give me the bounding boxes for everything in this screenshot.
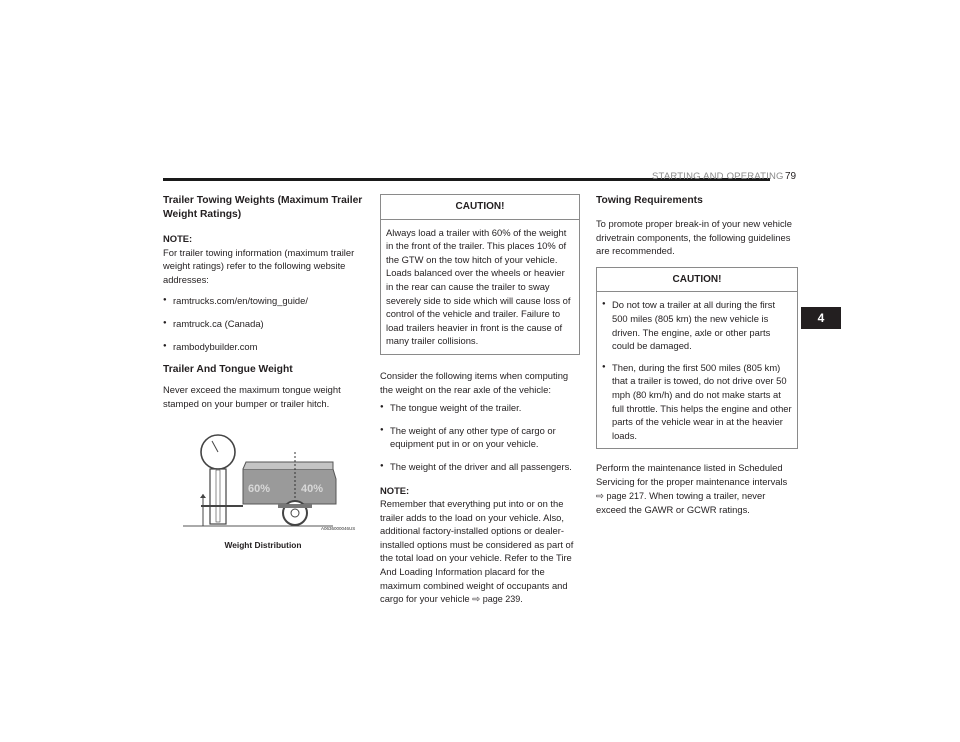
front-percentage: 60% (248, 483, 271, 496)
list-item: ● The weight of any other type of cargo or equipment put in or on your vehicle. (380, 424, 580, 451)
maintenance-text: Perform the maintenance listed in Scheduled Servicing for the proper maintenance intervals (596, 462, 788, 487)
link-item[interactable]: ● rambodybuilder.com (163, 340, 363, 354)
caution-title: CAUTION! (381, 195, 579, 220)
arrow-ref-icon: ⇨ (472, 593, 481, 605)
heading-towing-requirements: Towing Requirements (596, 195, 703, 206)
arrow-ref-icon: ⇨ (596, 489, 604, 501)
figure-code: A0636000046US (321, 526, 356, 532)
list-item: ● The weight of the driver and all passengers. (380, 460, 580, 474)
column-1 (163, 194, 363, 553)
note-text: For trailer towing information (maximum trailer weight ratings) refer to the following website addresses: (163, 246, 355, 285)
link-item[interactable]: ● ramtrucks.com/en/towing_guide/ (163, 294, 363, 308)
caution-item: ● Do not tow a trailer at all during the first 500 miles (805 km) the new vehicle is driven. The engine, axle or other parts could be damaged. (602, 298, 792, 352)
caution-box (380, 194, 580, 355)
considerations-list (380, 401, 580, 473)
heading-tongue-weight: Trailer And Tongue Weight (163, 364, 293, 376)
caution-text: Always load a trailer with 60% of the weight in the front of the trailer. This places 10% of the GTW on the tow hitch of your vehicle. Loads balanced over the wheels or heavier in the rear can cause the trailer to sway severely side to side which will cause loss of control of the vehicle and trailer. Failure to load trailers heavier in front is the cause of many trailer collisions. (386, 226, 571, 347)
caution-box (596, 267, 798, 450)
note-label: NOTE: (163, 233, 193, 244)
page-link[interactable]: page 239. (482, 594, 523, 605)
list-item: ● The tongue weight of the trailer. (380, 401, 580, 415)
page-number: 79 (785, 171, 797, 182)
considerations-intro: Consider the following items when computing the weight on the rear axle of the vehicle: (380, 369, 569, 395)
chapter-tab[interactable]: 4 (801, 307, 841, 329)
column-2 (380, 194, 580, 607)
weight-distribution-figure (183, 424, 361, 541)
note-text (380, 497, 580, 607)
section-title: STARTING AND OPERATING (652, 171, 784, 182)
column-3 (596, 194, 798, 517)
note-body: Remember that everything put into or on the trailer adds to the load on your vehicle. Also, additional factory-installed options or dealer-installed options must be considered as part of the total load on your vehicle. Refer to the Tire And Loading Information placard for the maximum combined weight of occupants and cargo for your vehicle (380, 498, 574, 605)
tongue-weight-paragraph: Never exceed the maximum tongue weight stamped on your bumper or trailer hitch. (163, 384, 341, 409)
caution-list (602, 298, 792, 442)
caution-item: ● Then, during the first 500 miles (805 km) that a trailer is towed, do not drive over 50 mph (80 km/h) and do not make starts at full throttle. This helps the engine and other parts of the vehicle wear in at the heavier loads. (602, 361, 792, 443)
rear-percentage: 40% (301, 483, 324, 496)
heading-towing-weights: Trailer Towing Weights (Maximum Trailer Weight Ratings) (163, 195, 363, 220)
requirements-intro: To promote proper break-in of your new vehicle drivetrain components, the following guidelines are recommended. (596, 218, 792, 257)
maintenance-text-end: When towing a trailer, never exceed the GAWR or GCWR ratings. (596, 489, 766, 516)
caution-body (597, 292, 797, 448)
link-list (163, 294, 363, 353)
note-label: NOTE: (380, 484, 410, 496)
link-item[interactable]: ● ramtruck.ca (Canada) (163, 317, 363, 331)
maintenance-paragraph (596, 461, 798, 516)
figure-caption: Weight Distribution (224, 540, 302, 551)
caution-title: CAUTION! (597, 268, 797, 293)
trailer-scale-illustration (183, 424, 361, 541)
page-link[interactable]: page 217. (606, 490, 647, 501)
